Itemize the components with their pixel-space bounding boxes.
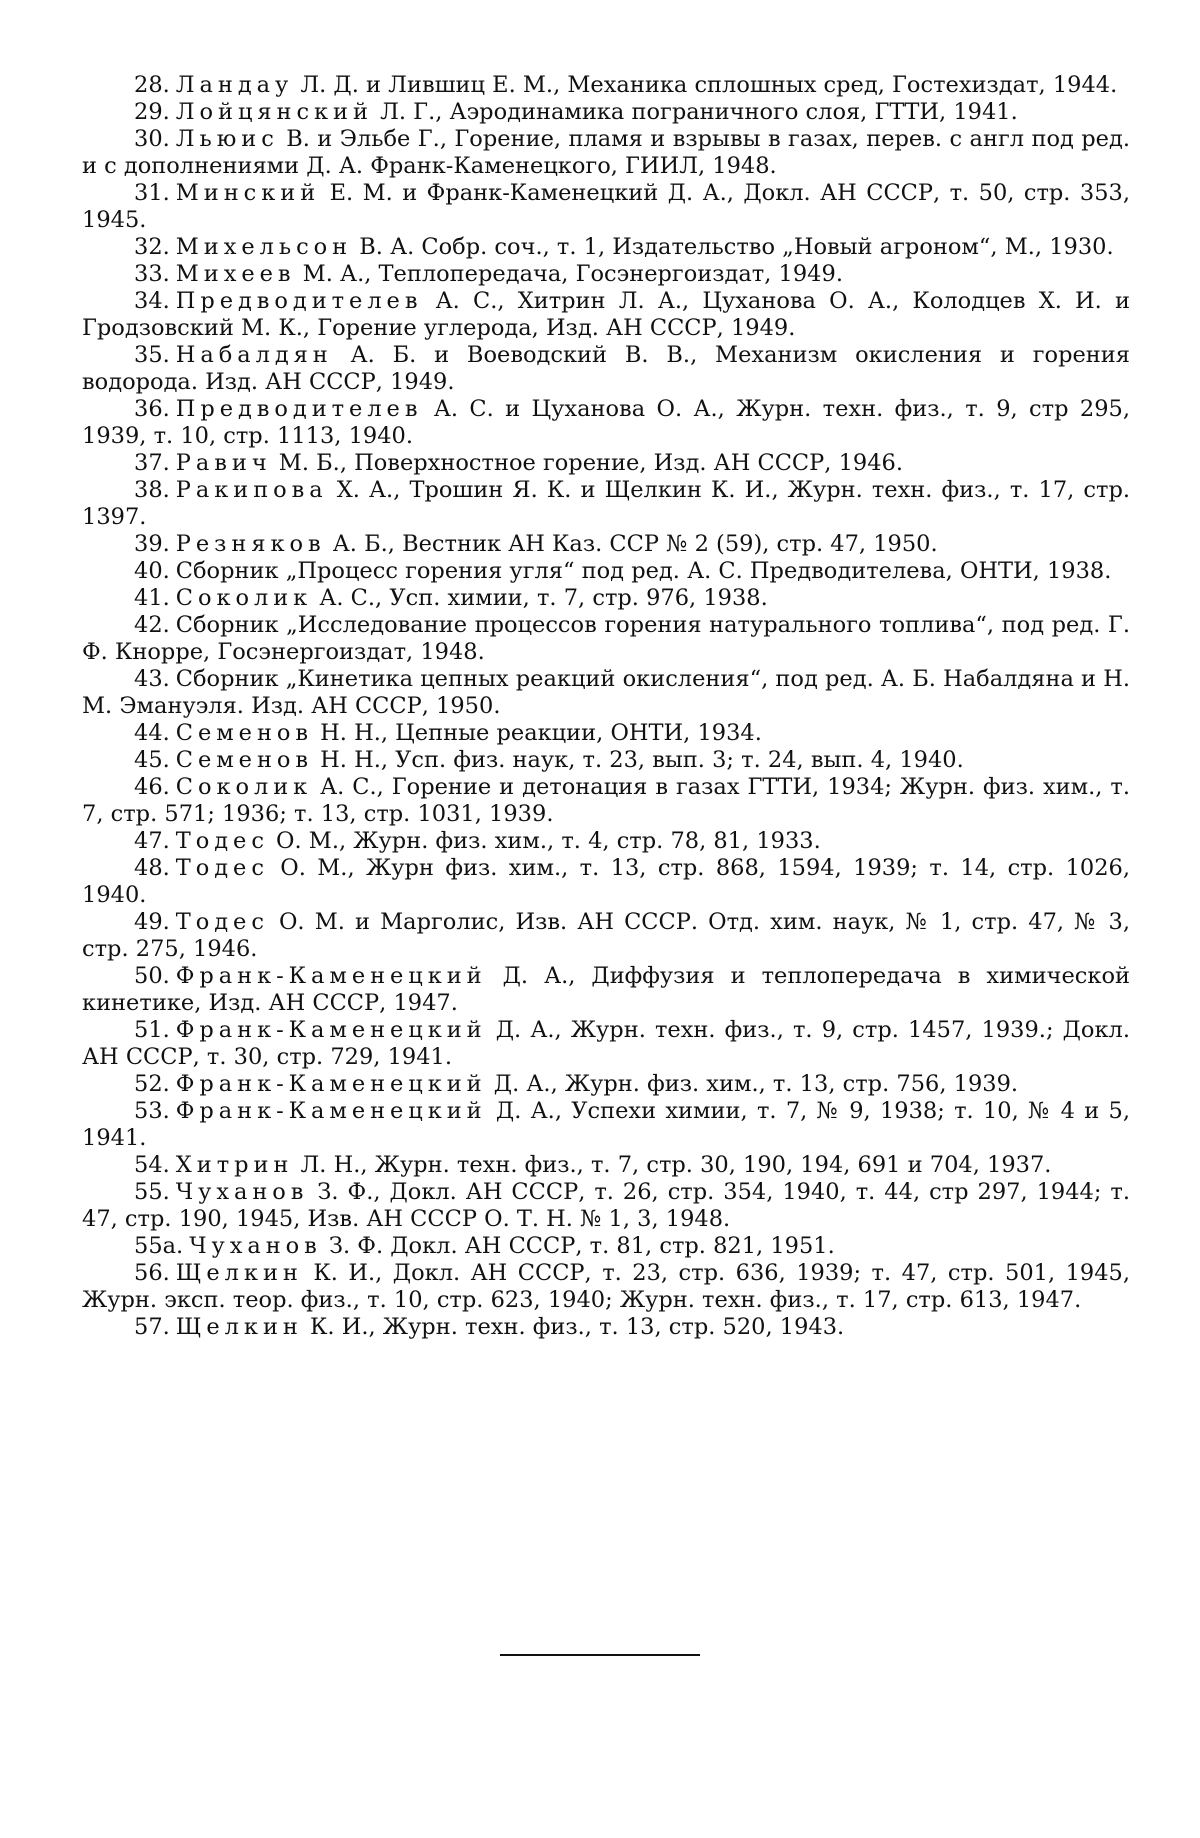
reference-author: Равич — [175, 450, 272, 476]
reference-author: Семенов — [175, 720, 314, 746]
reference-text: Н. Н., Усп. физ. наук, т. 23, вып. 3; т. 24, вып. 4, 1940. — [313, 747, 964, 773]
reference-author: Михеев — [175, 261, 296, 287]
reference-number: 57. — [134, 1314, 170, 1340]
reference-entry — [82, 342, 1130, 396]
end-rule — [500, 1654, 700, 1656]
reference-text: О. М., Журн физ. хим., т. 13, стр. 868, 1594, 1939; т. 14, стр. 1026, 1940. — [82, 855, 1130, 908]
reference-text: М. Б., Поверхностное горение, Изд. АН СССР, 1946. — [271, 450, 904, 476]
reference-number: 56. — [134, 1260, 170, 1286]
reference-entry — [82, 1098, 1130, 1152]
reference-author: Резняков — [175, 531, 326, 557]
reference-text: М. А., Теплопередача, Госэнергоиздат, 1949. — [295, 261, 843, 287]
reference-entry — [82, 234, 1130, 261]
reference-number: 39. — [134, 531, 170, 557]
reference-entry — [82, 1260, 1130, 1314]
reference-number: 49. — [134, 909, 170, 935]
reference-text: Д. А., Журн. техн. физ., т. 9, стр. 1457, 1939.; Докл. АН СССР, т. 30, стр. 729, 1941. — [82, 1017, 1130, 1070]
reference-entry — [82, 531, 1130, 558]
reference-text: А. С., Усп. химии, т. 7, стр. 976, 1938. — [312, 585, 768, 611]
reference-entry — [82, 1152, 1130, 1179]
reference-number: 32. — [134, 234, 170, 260]
reference-number: 45. — [134, 747, 170, 773]
reference-entry — [82, 477, 1130, 531]
reference-text: З. Ф., Докл. АН СССР, т. 26, стр. 354, 1940, т. 44, стр 297, 1944; т. 47, стр. 190, 1945, Изв. АН СССР О. Т. Н. № 1, 3, 1948. — [82, 1179, 1130, 1232]
reference-entry — [82, 1233, 1130, 1260]
reference-author: Щелкин — [175, 1314, 303, 1340]
reference-author: Ландау — [175, 72, 294, 98]
reference-number: 31. — [134, 180, 170, 206]
reference-author: Предводителев — [175, 396, 423, 422]
reference-entry — [82, 72, 1130, 99]
reference-number: 46. — [134, 774, 170, 800]
reference-number: 51. — [134, 1017, 170, 1043]
reference-number: 44. — [134, 720, 170, 746]
reference-text: О. М. и Марголис, Изв. АН СССР. Отд. хим. наук, № 1, стр. 47, № 3, стр. 275, 1946. — [82, 909, 1130, 962]
reference-author: Семенов — [175, 747, 314, 773]
reference-entry — [82, 585, 1130, 612]
reference-author: Хитрин — [175, 1152, 294, 1178]
reference-entry — [82, 747, 1130, 774]
reference-author: Франк-Каменецкий — [175, 1098, 487, 1124]
reference-entry — [82, 909, 1130, 963]
reference-text: Сборник „Кинетика цепных реакций окисления“, под ред. А. Б. Набалдяна и Н. М. Эмануэля. Изд. АН СССР, 1950. — [82, 666, 1130, 719]
reference-text: К. И., Журн. техн. физ., т. 13, стр. 520, 1943. — [302, 1314, 845, 1340]
reference-author: Ракипова — [175, 477, 328, 503]
reference-text: Сборник „Исследование процессов горения натурального топлива“, под ред. Г. Ф. Кнорре, Госэнергоиздат, 1948. — [82, 612, 1130, 665]
reference-number: 35. — [134, 342, 170, 368]
reference-author: Тодес — [175, 855, 269, 881]
reference-text: Е. М. и Франк-Каменецкий Д. А., Докл. АН СССР, т. 50, стр. 353, 1945. — [82, 180, 1130, 233]
reference-text: Х. А., Трошин Я. К. и Щелкин К. И., Журн. техн. физ., т. 17, стр. 1397. — [82, 477, 1130, 530]
reference-text: А. С., Горение и детонация в газах ГТТИ, 1934; Журн. физ. хим., т. 7, стр. 571; 1936; т. 13, стр. 1031, 1939. — [82, 774, 1130, 827]
reference-entry — [82, 666, 1130, 720]
reference-author: Соколик — [175, 585, 313, 611]
reference-author: Льюис — [175, 126, 279, 152]
reference-author: Лойцянский — [175, 99, 373, 125]
reference-entry — [82, 99, 1130, 126]
reference-author: Набалдян — [175, 342, 333, 368]
reference-number: 37. — [134, 450, 170, 476]
reference-author: Франк-Каменецкий — [175, 1017, 487, 1043]
reference-text: А. Б. и Воеводский В. В., Механизм окисления и горения водорода. Изд. АН СССР, 1949. — [82, 342, 1130, 395]
reference-entry — [82, 612, 1130, 666]
reference-author: Франк-Каменецкий — [175, 963, 487, 989]
reference-text: В. и Эльбе Г., Горение, пламя и взрывы в газах, перев. с англ под ред. и с дополнениями Д. А. Франк-Каменецкого, ГИИЛ, 1948. — [82, 126, 1130, 179]
reference-number: 55. — [134, 1179, 170, 1205]
reference-number: 36. — [134, 396, 170, 422]
reference-entry — [82, 1314, 1130, 1341]
reference-list — [82, 72, 1130, 1341]
reference-number: 53. — [134, 1098, 170, 1124]
reference-entry — [82, 963, 1130, 1017]
reference-author: Тодес — [175, 909, 269, 935]
reference-text: Л. Г., Аэродинамика пограничного слоя, ГТТИ, 1941. — [372, 99, 1018, 125]
reference-text: Л. Д. и Лившиц Е. М., Механика сплошных сред, Гостехиздат, 1944. — [293, 72, 1118, 98]
reference-entry — [82, 450, 1130, 477]
reference-number: 42. — [134, 612, 170, 638]
reference-number: 40. — [134, 558, 170, 584]
reference-entry — [82, 720, 1130, 747]
reference-entry — [82, 855, 1130, 909]
reference-entry — [82, 288, 1130, 342]
reference-author: Минский — [175, 180, 321, 206]
reference-entry — [82, 261, 1130, 288]
reference-author: Предводителев — [175, 288, 423, 314]
reference-author: Соколик — [175, 774, 313, 800]
reference-text: О. М., Журн. физ. хим., т. 4, стр. 78, 81, 1933. — [268, 828, 821, 854]
reference-author: Чуханов — [175, 1179, 309, 1205]
reference-text: А. С. и Цуханова О. А., Журн. техн. физ., т. 9, стр 295, 1939, т. 10, стр. 1113, 1940. — [82, 396, 1130, 449]
reference-number: 50. — [134, 963, 170, 989]
reference-entry — [82, 396, 1130, 450]
reference-number: 28. — [134, 72, 170, 98]
reference-entry — [82, 126, 1130, 180]
reference-number: 54. — [134, 1152, 170, 1178]
reference-author: Чуханов — [189, 1233, 322, 1259]
reference-number: 41. — [134, 585, 170, 611]
reference-text: Д. А., Успехи химии, т. 7, № 9, 1938; т. 10, № 4 и 5, 1941. — [82, 1098, 1130, 1151]
reference-number: 55а. — [134, 1233, 184, 1259]
reference-text: А. С., Хитрин Л. А., Цуханова О. А., Колодцев Х. И. и Гродзовский М. К., Горение углерода, Изд. АН СССР, 1949. — [82, 288, 1130, 341]
reference-number: 29. — [134, 99, 170, 125]
reference-number: 47. — [134, 828, 170, 854]
reference-number: 38. — [134, 477, 170, 503]
reference-entry — [82, 1071, 1130, 1098]
reference-text: Л. Н., Журн. техн. физ., т. 7, стр. 30, 190, 194, 691 и 704, 1937. — [293, 1152, 1052, 1178]
reference-text: Д. А., Диффузия и теплопередача в химической кинетике, Изд. АН СССР, 1947. — [82, 963, 1130, 1016]
reference-number: 43. — [134, 666, 170, 692]
reference-text: К. И., Докл. АН СССР, т. 23, стр. 636, 1939; т. 47, стр. 501, 1945, Журн. эксп. теор. физ., т. 10, стр. 623, 1940; Журн. техн. физ., т. 17, стр. 613, 1947. — [82, 1260, 1130, 1313]
reference-entry — [82, 1179, 1130, 1233]
reference-entry — [82, 828, 1130, 855]
reference-number: 52. — [134, 1071, 170, 1097]
reference-author: Франк-Каменецкий — [175, 1071, 487, 1097]
reference-text: Н. Н., Цепные реакции, ОНТИ, 1934. — [313, 720, 762, 746]
reference-entry — [82, 1017, 1130, 1071]
reference-text: А. Б., Вестник АН Каз. ССР № 2 (59), стр. 47, 1950. — [325, 531, 938, 557]
reference-author: Щелкин — [175, 1260, 303, 1286]
reference-number: 34. — [134, 288, 170, 314]
reference-number: 30. — [134, 126, 170, 152]
reference-entry — [82, 558, 1130, 585]
reference-entry — [82, 774, 1130, 828]
reference-text: З. Ф. Докл. АН СССР, т. 81, стр. 821, 1951. — [321, 1233, 835, 1259]
reference-entry — [82, 180, 1130, 234]
reference-text: Сборник „Процесс горения угля“ под ред. А. С. Предводителева, ОНТИ, 1938. — [175, 558, 1112, 584]
reference-author: Михельсон — [175, 234, 353, 260]
reference-number: 48. — [134, 855, 170, 881]
reference-text: В. А. Собр. соч., т. 1, Издательство „Новый агроном“, М., 1930. — [352, 234, 1114, 260]
reference-text: Д. А., Журн. физ. хим., т. 13, стр. 756, 1939. — [486, 1071, 1019, 1097]
reference-author: Тодес — [175, 828, 269, 854]
reference-number: 33. — [134, 261, 170, 287]
